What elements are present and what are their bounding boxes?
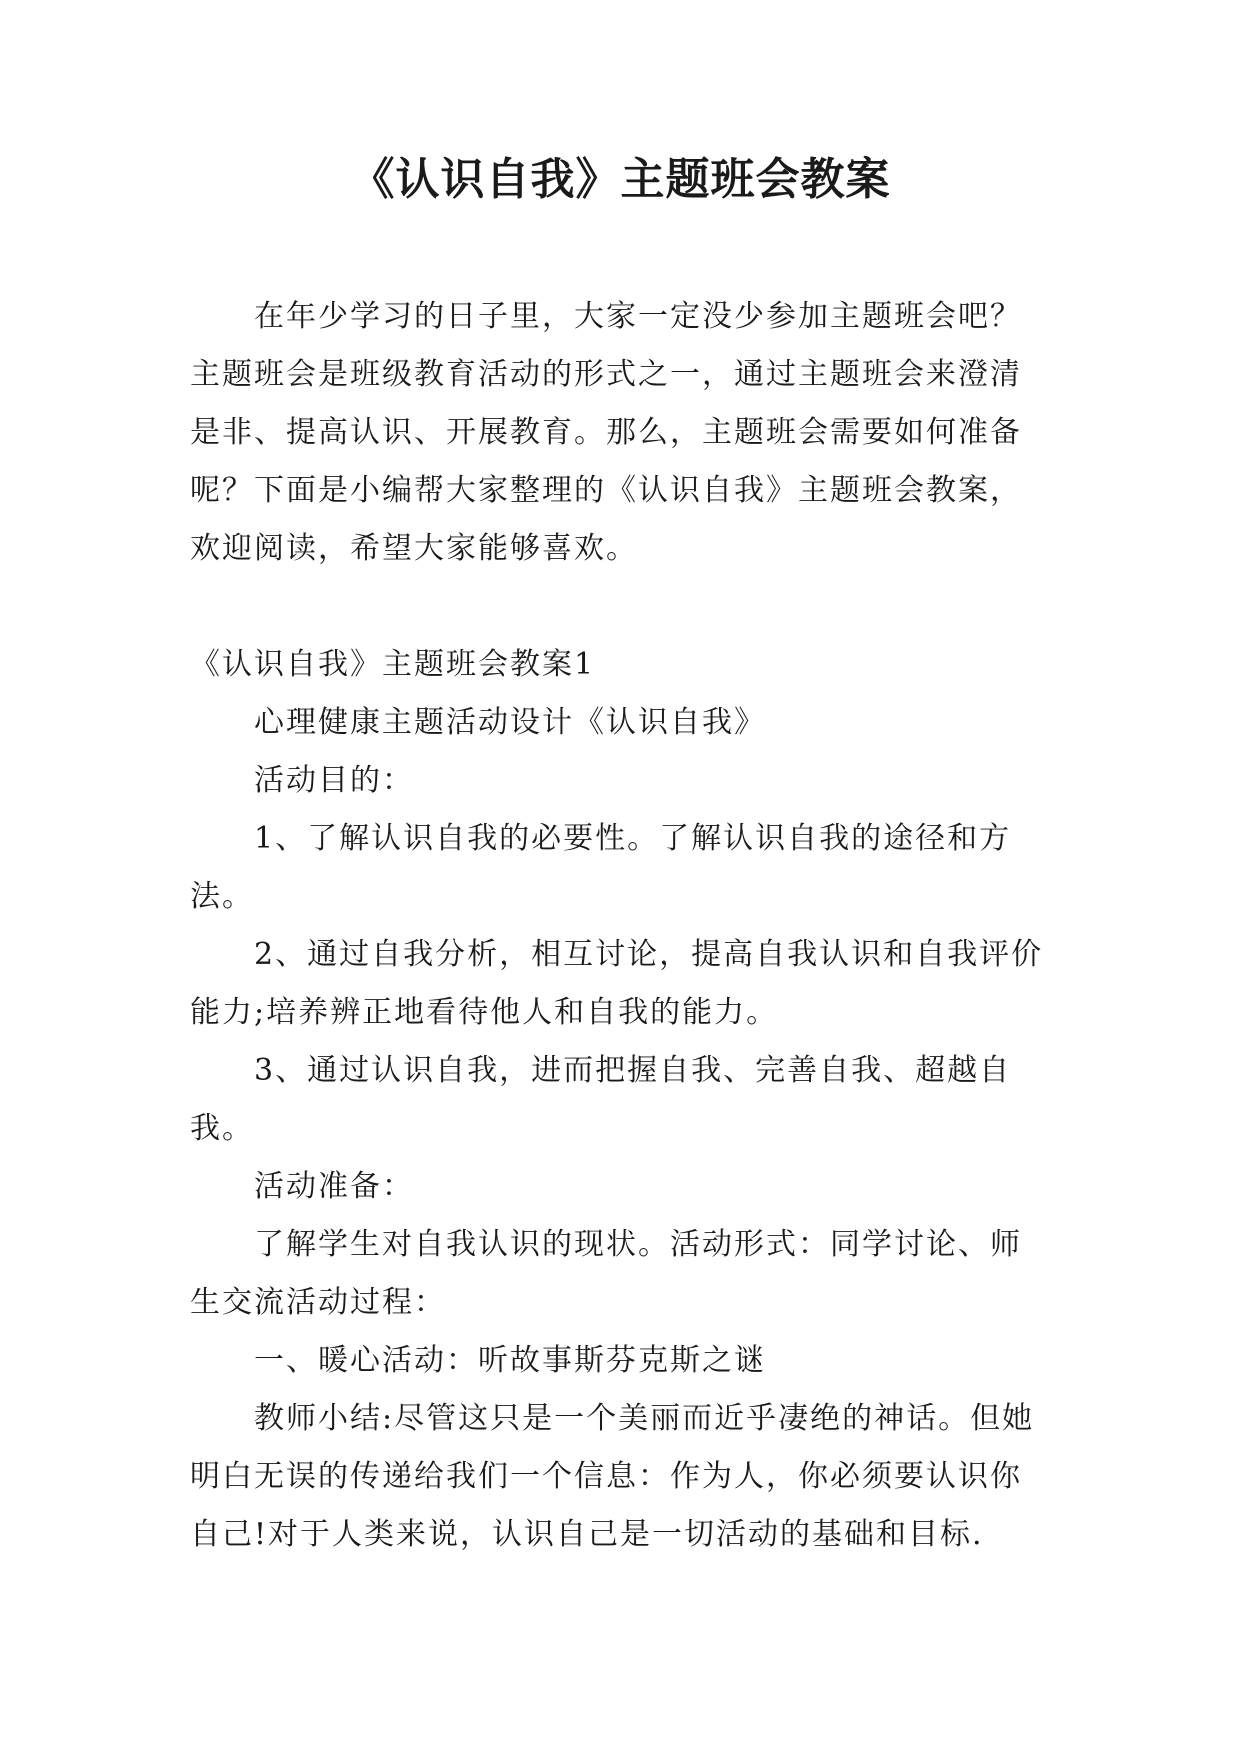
objectives-heading: 活动目的： [254,763,414,798]
preparation-paragraph: 了解学生对自我认识的现状。活动形式：同学讨论、师生交流活动过程： [190,1227,1022,1320]
section-heading: 《认识自我》主题班会教案1 [190,647,596,682]
intro-paragraph: 在年少学习的日子里，大家一定没少参加主题班会吧？主题班会是班级教育活动的形式之一，通过主题班会来澄清是非、提高认识、开展教育。那么，主题班会需要如何准备呢？下面是小编帮大家整理的《认识自我》主题班会教案，欢迎阅读，希望大家能够喜欢。 [190,299,1022,566]
document-title: 《认识自我》主题班会教案 [350,154,891,205]
objective-3: 3、通过认识自我，进而把握自我、完善自我、超越自我。 [190,1053,1012,1146]
preparation-heading: 活动准备： [254,1169,414,1204]
teacher-summary-paragraph: 教师小结:尽管这只是一个美丽而近乎凄绝的神话。但她明白无误的传递给我们一个信息：作为人，你必须要认识你自己!对于人类来说，认识自己是一切活动的基础和目标. [190,1401,1035,1552]
objective-1: 1、了解认识自我的必要性。了解认识自我的途径和方法。 [190,821,1012,914]
activity-1-heading: 一、暖心活动：听故事斯芬克斯之谜 [254,1343,766,1378]
subtitle-paragraph: 心理健康主题活动设计《认识自我》 [254,705,766,740]
objective-2: 2、通过自我分析，相互讨论，提高自我认识和自我评价能力;培养辨正地看待他人和自我的能力。 [190,937,1044,1030]
document-body [190,288,1052,1564]
